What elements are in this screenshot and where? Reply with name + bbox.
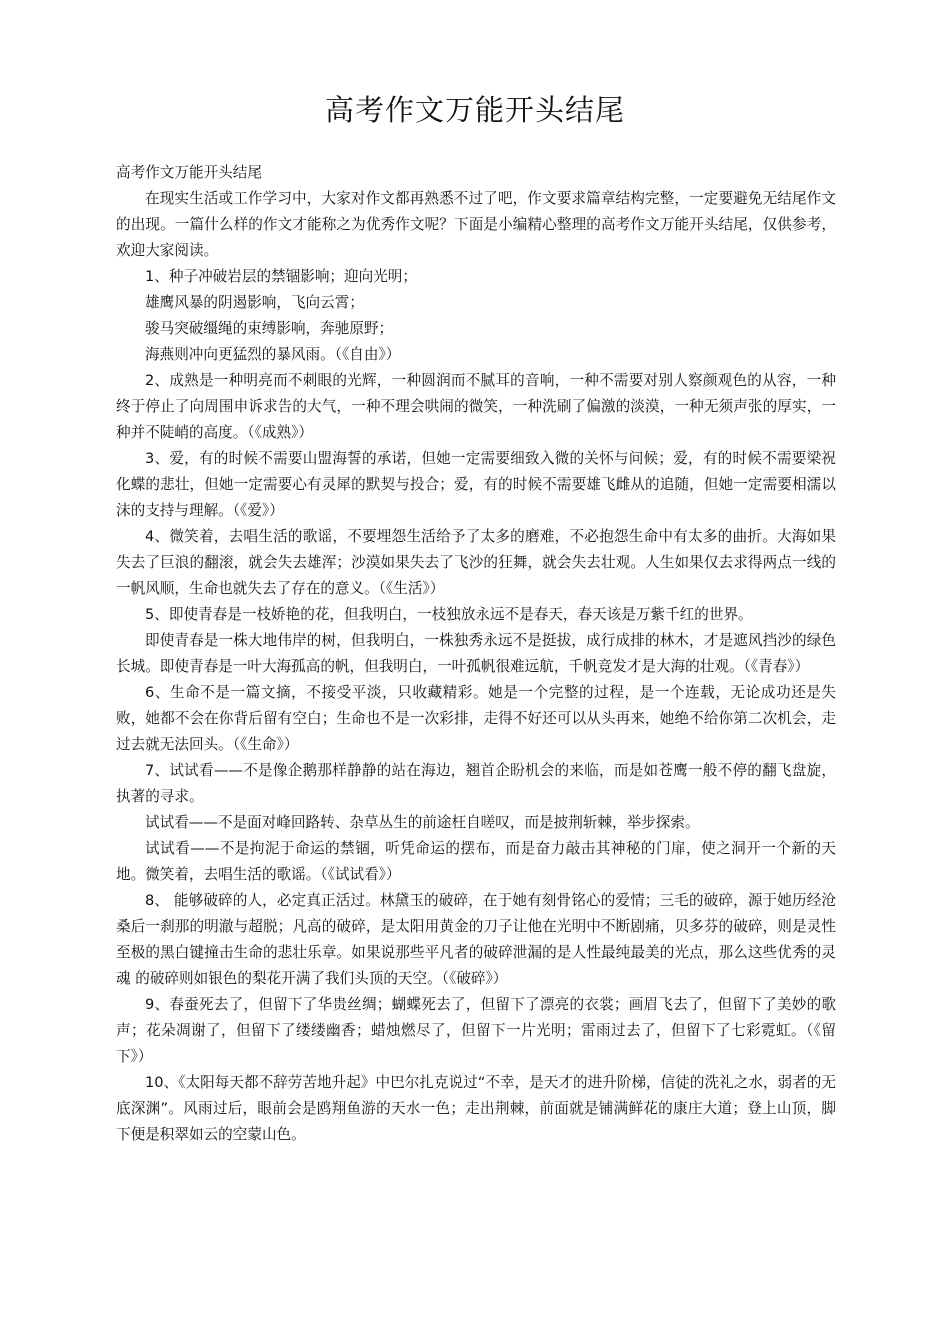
paragraph-7-line-2: 试试看——不是面对峰回路转、杂草丛生的前途枉自嗟叹，而是披荆斩棘，举步探索。: [145, 814, 700, 831]
paragraph-7-line-3: 试试看——不是拘泥于命运的禁锢，听凭命运的摆布，而是奋力敲击其神秘的门扉，使之洞开一个新的天地。微笑着，去唱生活的歌谣。（《试试看》）: [116, 840, 836, 883]
paragraph-10: 10、《太阳每天都不辞劳苦地升起》中巴尔扎克说过“不幸，是天才的进升阶梯，信徒的洗礼之水，弱者的无底深渊”。风雨过后，眼前会是鸥翔鱼游的天水一色；走出荆棘，前面就是铺满鲜花的康庄大道；登上山顶，脚下便是积翠如云的空蒙山色。: [116, 1074, 836, 1143]
paragraph-5-continued: 即使青春是一株大地伟岸的树，但我明白，一株独秀永远不是挺拔，成行成排的林木，才是遮风挡沙的绿色长城。即使青春是一叶大海孤高的帆，但我明白，一叶孤帆很难远航，千帆竞发才是大海的壮观。（《青春》）: [116, 632, 836, 675]
paragraph-8: 8、 能够破碎的人，必定真正活过。林黛玉的破碎，在于她有刻骨铭心的爱情；三毛的破碎，源于她历经沧桑后一刹那的明澈与超脱；凡高的破碎，是太阳用黄金的刀子让他在光明中不断剧痛，贝多芬的破碎，则是灵性至极的黑白键撞击生命的悲壮乐章。如果说那些平凡者的破碎泄漏的是人性最纯最美的光点，那么这些优秀的灵魂 的破碎则如银色的梨花开满了我们头顶的天空。（《破碎》）: [116, 892, 836, 987]
paragraph-1-line-2: 雄鹰风暴的阴遏影响，飞向云霄；: [145, 294, 364, 311]
paragraph-9: 9、春蚕死去了，但留下了华贵丝绸；蝴蝶死去了，但留下了漂亮的衣裳；画眉飞去了，但留下了美妙的歌声；花朵凋谢了，但留下了缕缕幽香；蜡烛燃尽了，但留下一片光明；雷雨过去了，但留下了七彩霓虹。（《留下》）: [116, 996, 836, 1065]
paragraph-1: 1、种子冲破岩层的禁锢影响；迎向光明；: [145, 268, 417, 285]
document-body: [116, 160, 836, 1148]
paragraph-1-line-4: 海燕则冲向更猛烈的暴风雨。（《自由》）: [145, 346, 401, 363]
paragraph-6: 6、生命不是一篇文摘，不接受平淡，只收藏精彩。她是一个完整的过程，是一个连载，无论成功还是失败，她都不会在你背后留有空白；生命也不是一次彩排，走得不好还可以从头再来，她绝不给你第二次机会，走过去就无法回头。（《生命》）: [116, 684, 836, 753]
paragraph-5: 5、即使青春是一枝娇艳的花，但我明白，一枝独放永远不是春天，春天该是万紫千红的世界。: [145, 606, 753, 623]
paragraph-7: 7、试试看——不是像企鹅那样静静的站在海边，翘首企盼机会的来临，而是如苍鹰一般不停的翻飞盘旋，执著的寻求。: [116, 762, 836, 805]
intro-paragraph: 在现实生活或工作学习中，大家对作文都再熟悉不过了吧，作文要求篇章结构完整，一定要避免无结尾作文的出现。一篇什么样的作文才能称之为优秀作文呢？下面是小编精心整理的高考作文万能开头结尾，仅供参考，欢迎大家阅读。: [116, 190, 836, 259]
document-subtitle: 高考作文万能开头结尾: [116, 164, 262, 181]
document-title: 高考作文万能开头结尾: [324, 93, 625, 127]
paragraph-2: 2、成熟是一种明亮而不刺眼的光辉，一种圆润而不腻耳的音响，一种不需要对别人察颜观色的从容，一种终于停止了向周围申诉求告的大气，一种不理会哄闹的微笑，一种洗刷了偏激的淡漠，一种无须声张的厚实，一种并不陡峭的高度。（《成熟》）: [116, 372, 836, 441]
paragraph-4: 4、微笑着，去唱生活的歌谣，不要埋怨生活给予了太多的磨难，不必抱怨生命中有太多的曲折。大海如果失去了巨浪的翻滚，就会失去雄浑；沙漠如果失去了飞沙的狂舞，就会失去壮观。人生如果仅去求得两点一线的一帆风顺，生命也就失去了存在的意义。（《生活》）: [116, 528, 836, 597]
paragraph-3: 3、爱，有的时候不需要山盟海誓的承诺，但她一定需要细致入微的关怀与问候；爱，有的时候不需要梁祝化蝶的悲壮，但她一定需要心有灵犀的默契与投合；爱，有的时候不需要雄飞雌从的追随，但她一定需要相濡以沫的支持与理解。（《爱》）: [116, 450, 836, 519]
paragraph-1-line-3: 骏马突破缰绳的束缚影响，奔驰原野；: [145, 320, 394, 337]
